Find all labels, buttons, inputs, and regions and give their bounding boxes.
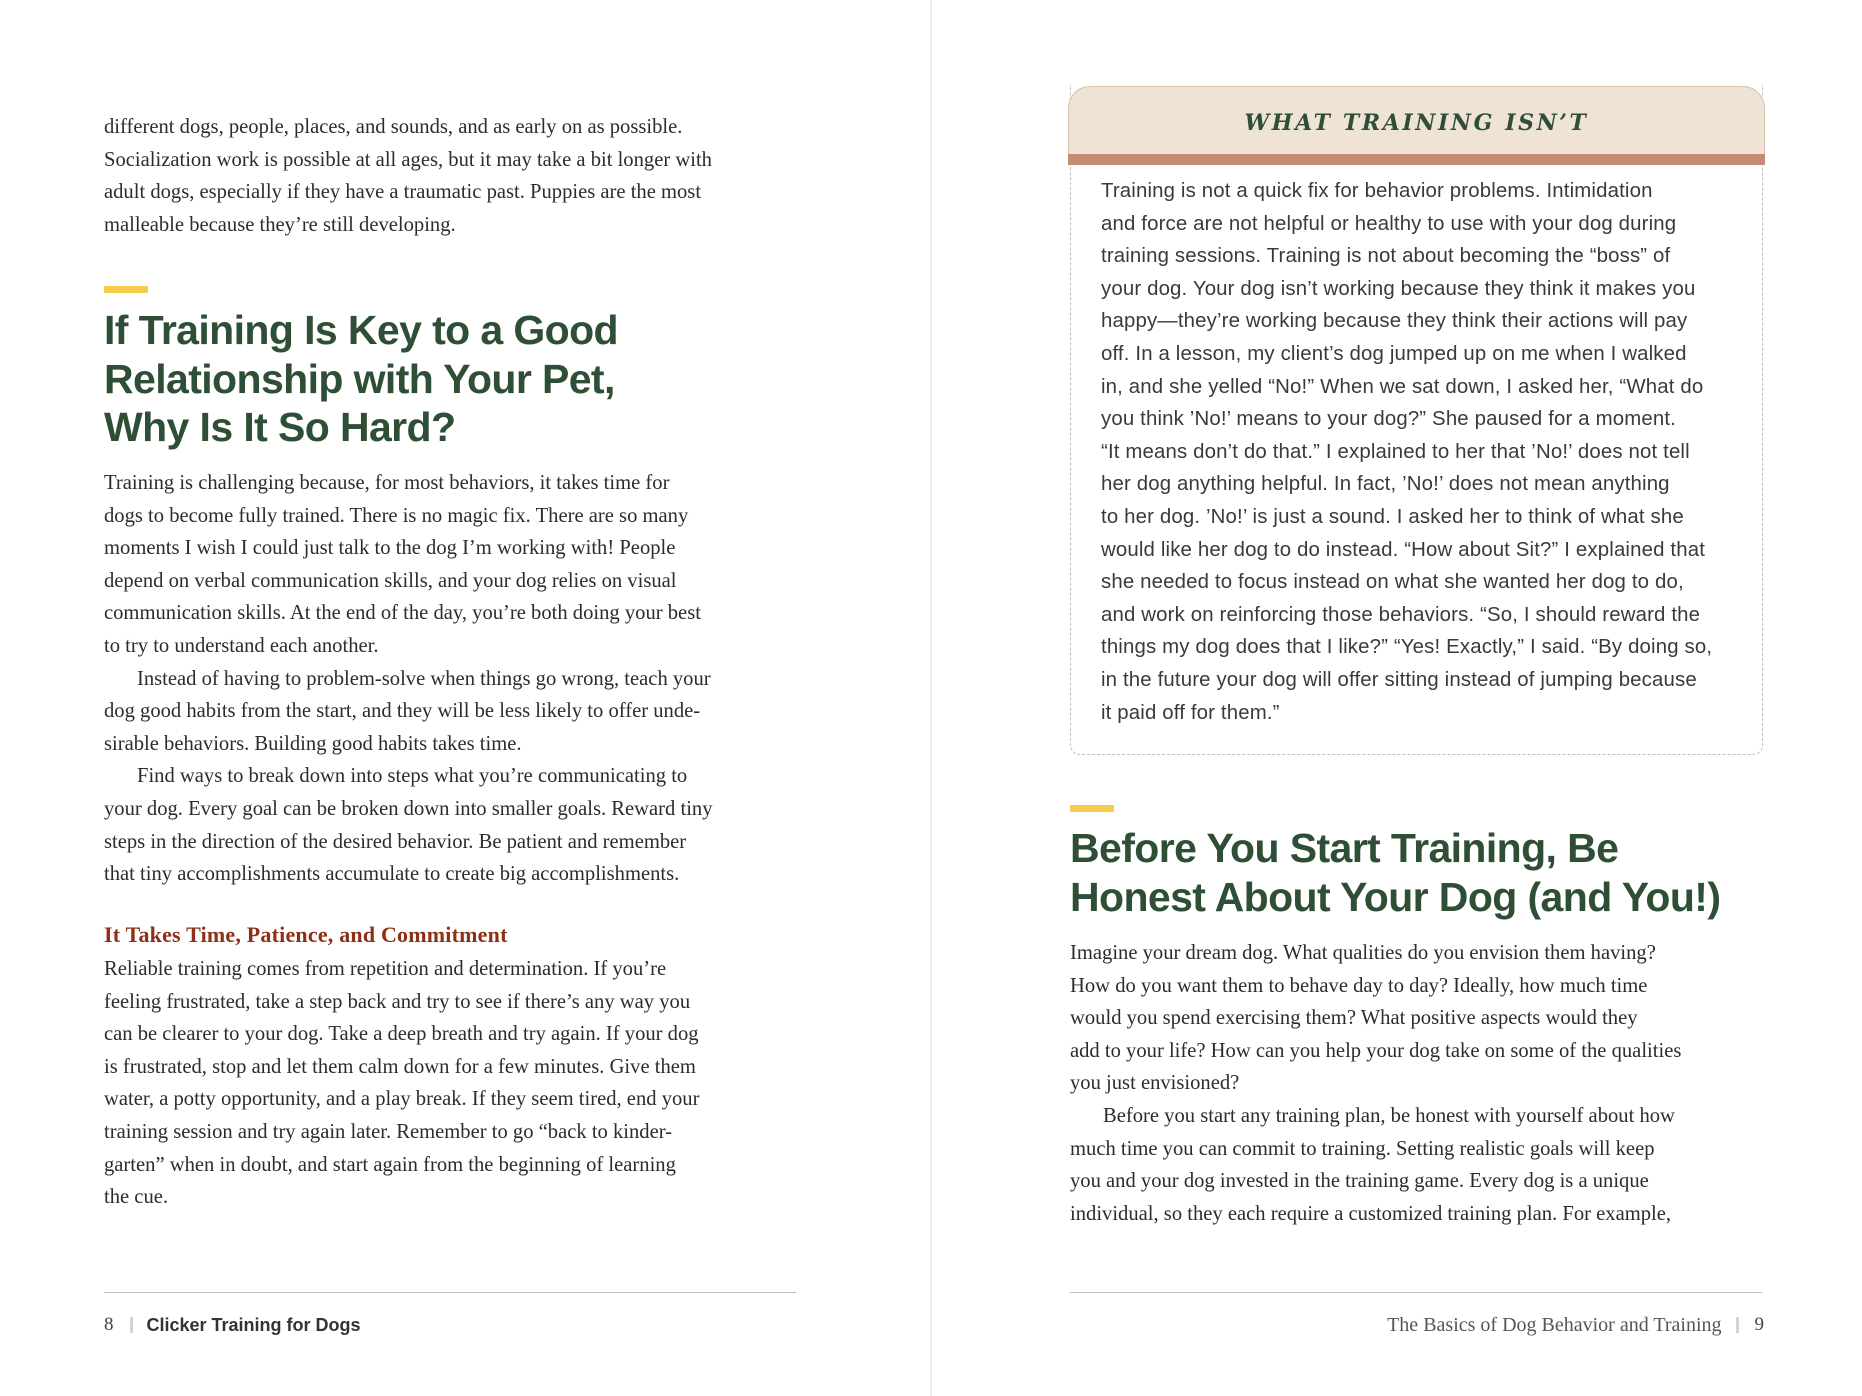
- text-line: happy—they’re working because they think their actions will pay: [1101, 310, 1688, 333]
- text-line: dog good habits from the start, and they will be less likely to offer unde-: [104, 700, 701, 723]
- text-line: the cue.: [104, 1186, 169, 1209]
- sidebar-header-bar: [1068, 154, 1765, 165]
- text-line: training session and try again later. Remember to go “back to kinder-: [104, 1120, 673, 1143]
- text-line: Find ways to break down into steps what you’re communicating to: [137, 765, 688, 788]
- text-line: add to your life? How can you help your dog take on some of the qualities: [1070, 1039, 1682, 1062]
- sidebar-text: [1101, 175, 1733, 729]
- text-line: How do you want them to behave day to day? Ideally, how much time: [1070, 974, 1648, 997]
- body-paragraph: [104, 953, 799, 1214]
- page-footer: [1387, 1312, 1764, 1338]
- text-line: it paid off for them.”: [1101, 701, 1280, 724]
- text-line: her dog anything helpful. In fact, ’No!’ does not mean anything: [1101, 473, 1670, 496]
- text-line: much time you can commit to training. Setting realistic goals will keep: [1070, 1137, 1655, 1160]
- text-line: training sessions. Training is not about becoming the “boss” of: [1101, 245, 1671, 268]
- chapter-title: The Basics of Dog Behavior and Training: [1387, 1314, 1722, 1336]
- section-heading: [1070, 824, 1790, 921]
- heading-accent-bar: [104, 286, 148, 293]
- text-line: things my dog does that I like?” “Yes! Exactly,” I said. “By doing so,: [1101, 636, 1713, 659]
- heading-line: Relationship with Your Pet,: [104, 355, 615, 402]
- body-paragraph: [1070, 937, 1764, 1230]
- text-line: you think ’No!’ means to your dog?” She paused for a moment.: [1101, 408, 1676, 431]
- body-paragraph: [104, 467, 799, 891]
- heading-line: Why Is It So Hard?: [104, 404, 456, 450]
- book-title: Clicker Training for Dogs: [146, 1315, 361, 1335]
- footer-divider: [130, 1317, 133, 1333]
- footer-rule: [104, 1292, 796, 1293]
- text-line: you just envisioned?: [1070, 1072, 1240, 1095]
- text-line: water, a potty opportunity, and a play break. If they seem tired, end your: [104, 1088, 700, 1111]
- text-line: “It means don’t do that.” I explained to her that ’No!’ does not tell: [1101, 440, 1690, 463]
- heading-accent-bar: [1070, 805, 1114, 812]
- text-line: dogs to become fully trained. There is no magic fix. There are so many: [104, 504, 689, 527]
- text-line: sirable behaviors. Building good habits takes time.: [104, 732, 522, 755]
- text-line: in, and she yelled “No!” When we sat down, I asked her, “What do: [1101, 375, 1704, 398]
- text-line: Training is not a quick fix for behavior problems. Intimidation: [1101, 180, 1653, 202]
- text-line: depend on verbal communication skills, and your dog relies on visual: [104, 569, 677, 592]
- text-line: and work on reinforcing those behaviors. “So, I should reward the: [1101, 603, 1701, 626]
- text-line: she needed to focus instead on what she wanted her dog to do,: [1101, 571, 1684, 594]
- text-line: Reliable training comes from repetition and determination. If you’re: [104, 958, 667, 980]
- section-heading: [104, 306, 804, 452]
- text-line: adult dogs, especially if they have a traumatic past. Puppies are the most: [104, 181, 702, 204]
- heading-line: Before You Start Training, Be: [1070, 825, 1619, 871]
- sidebar-title: WHAT TRAINING ISN’T: [1244, 109, 1589, 136]
- text-line: that tiny accomplishments accumulate to create big accomplishments.: [104, 863, 680, 886]
- text-line: communication skills. At the end of the day, you’re both doing your best: [104, 602, 701, 625]
- text-line: garten” when in doubt, and start again from the beginning of learning: [104, 1153, 676, 1176]
- text-line: Instead of having to problem-solve when things go wrong, teach your: [137, 667, 711, 690]
- text-line: Socialization work is possible at all ages, but it may take a bit longer with: [104, 148, 712, 171]
- text-line: would like her dog to do instead. “How about Sit?” I explained that: [1101, 538, 1706, 561]
- page-number: 8: [104, 1314, 114, 1335]
- text-line: your dog. Your dog isn’t working because they think it makes you: [1101, 277, 1696, 300]
- heading-line: Honest About Your Dog (and You!): [1070, 873, 1721, 920]
- text-line: Training is challenging because, for most behaviors, it takes time for: [104, 472, 670, 494]
- text-line: and force are not helpful or healthy to use with your dog during: [1101, 212, 1677, 235]
- heading-line: If Training Is Key to a Good: [104, 307, 618, 353]
- text-line: different dogs, people, places, and sounds, and as early on as possible.: [104, 116, 683, 138]
- text-line: Before you start any training plan, be honest with yourself about how: [1103, 1104, 1675, 1127]
- text-line: would you spend exercising them? What positive aspects would they: [1070, 1007, 1638, 1030]
- intro-paragraph: [104, 111, 799, 241]
- text-line: to her dog. ’No!’ is just a sound. I asked her to think of what she: [1101, 505, 1684, 528]
- text-line: is frustrated, stop and let them calm down for a few minutes. Give them: [104, 1055, 696, 1078]
- text-line: off. In a lesson, my client’s dog jumped up on me when I walked: [1101, 342, 1687, 365]
- text-line: moments I wish I could just talk to the dog I’m working with! People: [104, 537, 676, 560]
- text-line: you and your dog invested in the training game. Every dog is a unique: [1070, 1170, 1649, 1193]
- text-line: your dog. Every goal can be broken down into smaller goals. Reward tiny: [104, 797, 713, 820]
- text-line: steps in the direction of the desired behavior. Be patient and remember: [104, 830, 687, 853]
- subheading: It Takes Time, Patience, and Commitment: [104, 922, 508, 947]
- text-line: Imagine your dream dog. What qualities do you envision them having?: [1070, 942, 1656, 964]
- page-footer: [104, 1312, 361, 1338]
- sidebar-header: [1068, 86, 1765, 154]
- footer-rule: [1070, 1292, 1762, 1293]
- text-line: to try to understand each another.: [104, 634, 379, 657]
- right-page: [931, 0, 1862, 1396]
- page-number: 9: [1754, 1314, 1764, 1335]
- text-line: malleable because they’re still developing.: [104, 213, 456, 236]
- text-line: individual, so they each require a customized training plan. For example,: [1070, 1202, 1672, 1225]
- text-line: can be clearer to your dog. Take a deep breath and try again. If your dog: [104, 1023, 699, 1046]
- text-line: in the future your dog will offer sitting instead of jumping because: [1101, 668, 1697, 691]
- footer-divider: [1736, 1317, 1739, 1333]
- text-line: feeling frustrated, take a step back and try to see if there’s any way you: [104, 990, 691, 1013]
